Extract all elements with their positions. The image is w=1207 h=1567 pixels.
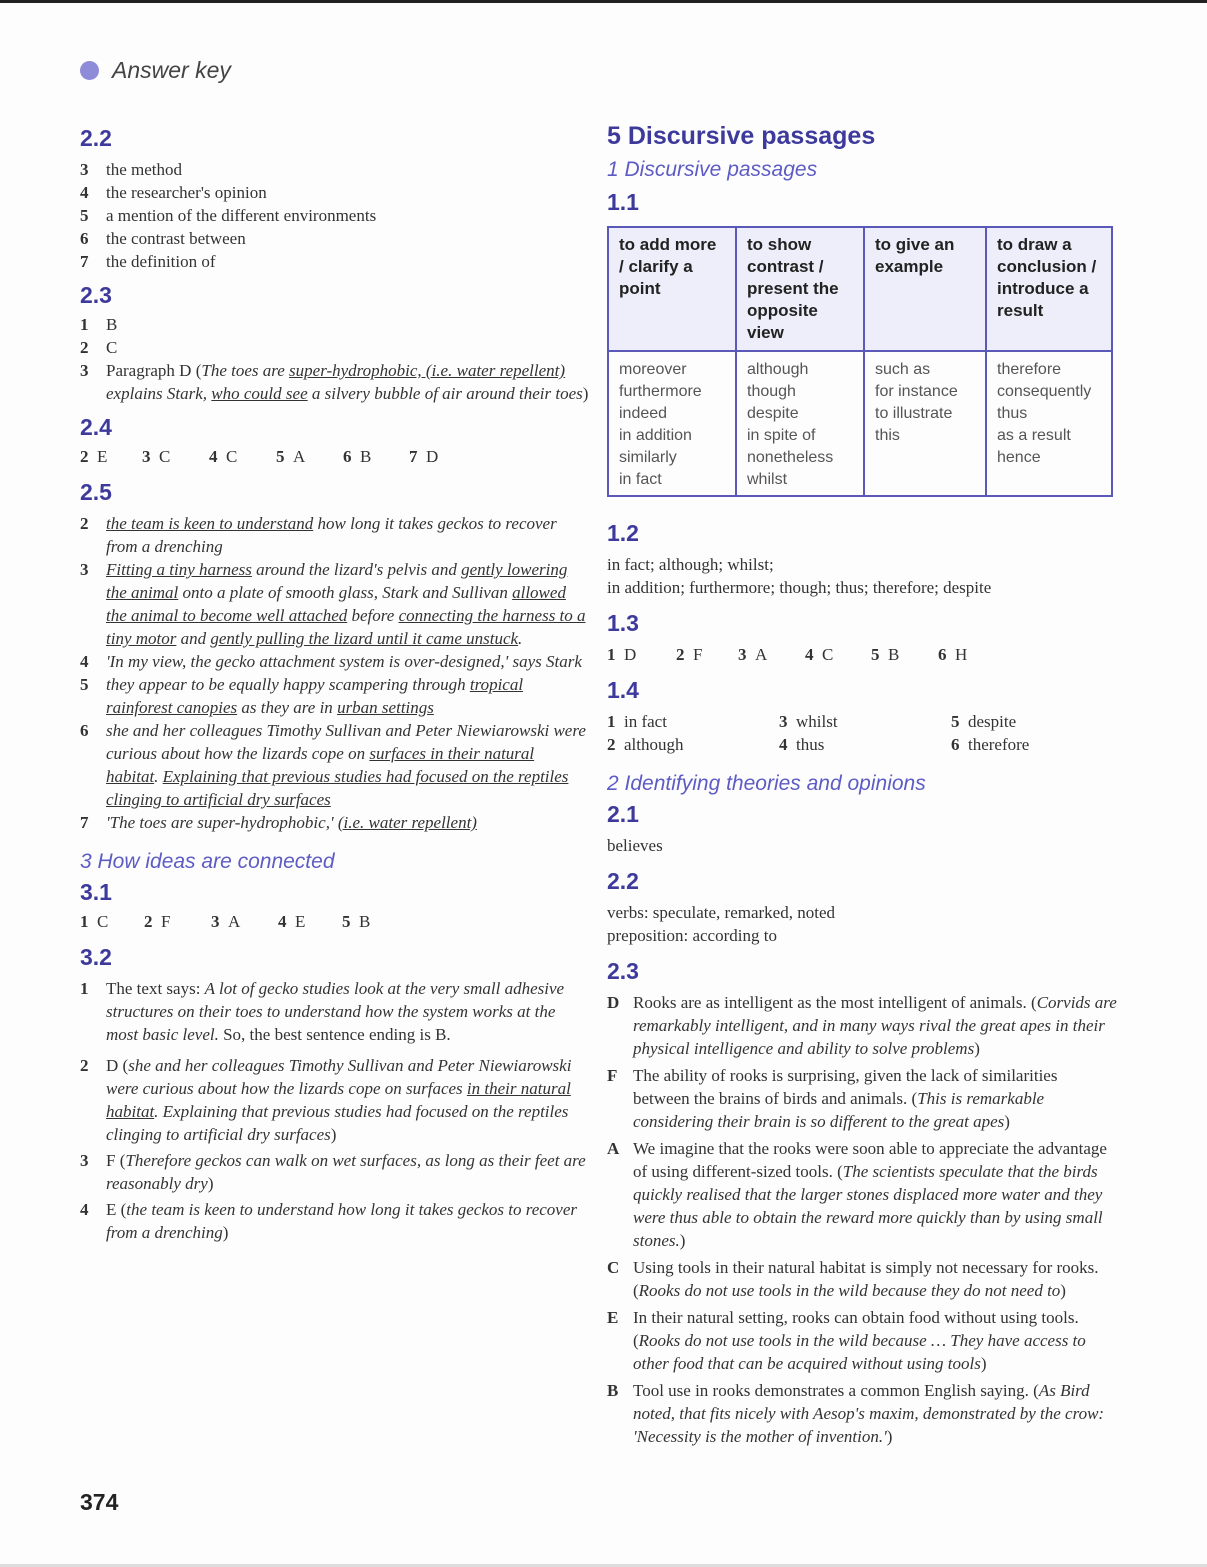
quote-run: A lot of gecko studies look at the very small adhesive structures on their toes to understand how the system works at the most basic level. (106, 979, 565, 1044)
right-column (607, 120, 1117, 1448)
quote-run: she and her colleagues Timothy Sullivan and Peter Niewiarowski were curious about how the lizards cope on surfaces (106, 1056, 572, 1098)
answer-number: 2 (144, 912, 153, 931)
quote-run: . (518, 629, 523, 648)
quote-run: around the lizard's pelvis and (251, 560, 462, 579)
answer-word: whilst (796, 712, 838, 731)
answer-letter: F (693, 645, 703, 664)
list-item (80, 558, 590, 650)
item-text (106, 558, 590, 650)
answer-number: 5 (871, 645, 880, 664)
item-number: 2 (80, 1056, 89, 1075)
answer-pair (676, 643, 738, 666)
cell-word: whilst (747, 471, 788, 488)
answer-pair (409, 445, 438, 468)
cell-word: to illustrate (875, 405, 953, 422)
heading-3-1: 3.1 (80, 879, 112, 905)
cell-word: nonetheless (747, 449, 834, 466)
text-run: The ability of rooks is surprising, given the lack of similarities between the brains of birds and animals. (633, 1066, 1058, 1108)
answer-letter: C (97, 912, 109, 931)
item-letter: D (607, 993, 620, 1012)
text-run: ) (330, 1125, 337, 1144)
list-item (80, 673, 590, 719)
quote-run: . (154, 767, 163, 786)
item-number: 3 (80, 1151, 89, 1170)
table-header-row (608, 227, 1112, 351)
cell-word: furthermore (619, 383, 702, 400)
answers-2-4 (80, 445, 590, 468)
cell-word: this (875, 427, 900, 444)
answer-line: verbs: speculate, remarked, noted (607, 903, 835, 922)
answer-line: preposition: according to (607, 926, 777, 945)
answer-line: in addition; furthermore; though; thus; therefore; despite (607, 578, 992, 597)
quote-run: . Explaining that previous studies had focused on the reptiles clinging to artificial dry surfaces (106, 1102, 569, 1144)
item-letter: F (607, 1066, 618, 1085)
list-item (80, 719, 590, 811)
answer-letter: C (822, 645, 834, 664)
answer-number: 5 (951, 712, 960, 731)
text-run: Rooks are as intelligent as the most intelligent of animals. (633, 993, 1027, 1012)
answer-pair (607, 643, 676, 666)
answer-number: 3 (211, 912, 220, 931)
text-run: Using tools in their natural habitat is simply not necessary for rooks. (633, 1258, 1099, 1277)
page-number: 374 (80, 1489, 119, 1515)
answer-number: 3 (779, 712, 788, 731)
quote-run: a silvery bubble of air around their toes (307, 384, 583, 403)
list-item (80, 811, 590, 834)
answer-number: 6 (938, 645, 947, 664)
quote-run: explains Stark, (106, 384, 212, 403)
quote-run: before (347, 606, 399, 625)
list-item (607, 1256, 1117, 1302)
answer-letter: E (97, 447, 108, 466)
list-2-3 (80, 313, 590, 405)
item-number: 5 (80, 206, 89, 225)
item-text: The ability of rooks is surprising, given the lack of similarities between the brains of birds and animals. (This is remarkable considering their brain is so different to the great apes) (633, 1066, 1058, 1131)
answer-letter: E (295, 912, 306, 931)
text-run: Tool use in rooks demonstrates a common English saying. (633, 1381, 1029, 1400)
answer-letter: B (888, 645, 900, 664)
item-letter: B (607, 1381, 619, 1400)
answer-number: 7 (409, 447, 418, 466)
item-number: 4 (80, 183, 89, 202)
item-letter: C (607, 1258, 620, 1277)
item-text: the definition of (106, 252, 216, 271)
text-run: F ( (106, 1151, 126, 1170)
item-number: 1 (80, 979, 89, 998)
item-text: We imagine that the rooks were soon able to appreciate the advantage of using different-sized tools. (The scientists speculate that the birds quickly realised that the larger stones displaced more water and they were thus able to obtain the reward more quickly than by using small stones.) (633, 1139, 1107, 1250)
text-run: E ( (106, 1200, 127, 1219)
heading-2-3-right: 2.3 (607, 958, 639, 984)
item-text: Rooks are as intelligent as the most intelligent of animals. (Corvids are remarkably intelligent, and in many ways rival the great apes in their physical intelligence and ability to solve problems) (633, 993, 1117, 1058)
section-3-title: 3 How ideas are connected (80, 850, 335, 873)
list-item (80, 181, 590, 204)
underlined-quote: the team is keen to understand (106, 514, 314, 533)
item-number: 1 (80, 315, 89, 334)
connectives-table (607, 226, 1113, 497)
answer-pair (342, 910, 370, 933)
list-item (80, 512, 590, 558)
answer-letter: B (360, 447, 372, 466)
list-item (607, 1379, 1117, 1448)
header-title: Answer key (112, 57, 231, 83)
answer-pair (142, 445, 209, 468)
answer-pair (779, 710, 951, 733)
item-number: 7 (80, 252, 89, 271)
answers-1-4 (607, 710, 1117, 756)
answer-letter: H (955, 645, 968, 664)
heading-2-2-right: 2.2 (607, 868, 639, 894)
list-item (80, 336, 590, 359)
heading-1-3: 1.3 (607, 610, 639, 636)
answer-number: 2 (676, 645, 685, 664)
item-number: 4 (80, 1200, 89, 1219)
underlined-quote: gently lowering the animal (106, 560, 568, 602)
column-header: to add more / clarify a point (608, 227, 736, 351)
text-run: ) (582, 384, 589, 403)
item-text: Tool use in rooks demonstrates a common English saying. (As Bird noted, that fits nicely with Aesop's maxim, demonstrated by the crow: 'Necessity is the mother of invention.') (633, 1381, 1105, 1446)
answer-word: therefore (968, 735, 1030, 754)
cell-word: moreover (619, 361, 687, 378)
item-number: 7 (80, 813, 89, 832)
heading-2-1: 2.1 (607, 801, 639, 827)
quote-run: the team is keen to understand how long it takes geckos to recover from a drenching (106, 1200, 578, 1242)
cell-word: indeed (619, 405, 668, 422)
quote-run: Rooks do not use tools in the wild because … They have access to other food that can be acquired without using tools (633, 1331, 1086, 1373)
heading-2-2: 2.2 (80, 125, 112, 151)
item-text (106, 1198, 590, 1244)
quote-run: and (176, 629, 211, 648)
item-text: a mention of the different environments (106, 206, 377, 225)
quote-run: Rooks do not use tools in the wild because they do not need to (638, 1281, 1061, 1300)
text-run: In their natural setting, rooks can obtain food without using tools. (633, 1308, 1079, 1327)
list-item (80, 1198, 590, 1244)
column-header: to draw a conclusion / introduce a result (986, 227, 1112, 351)
answer-pair (278, 910, 342, 933)
heading-1-4: 1.4 (607, 677, 639, 703)
answer-pair (805, 643, 871, 666)
answer-pair (209, 445, 276, 468)
heading-2-3: 2.3 (80, 282, 112, 308)
answer-pair (144, 910, 211, 933)
answer-pair (276, 445, 343, 468)
item-text (106, 811, 590, 834)
answer-pair (938, 643, 967, 666)
text-run: ) (207, 1174, 214, 1193)
quote-run: The toes are (201, 361, 290, 380)
quote-run: The scientists speculate that the birds quickly realised that the larger stones displaced more water and they were thus able to obtain the reward more quickly than by using small stones. (633, 1162, 1103, 1250)
answer-letter: C (159, 447, 171, 466)
underlined-quote: (i.e. water repellent) (337, 813, 477, 832)
table-cell (986, 351, 1112, 496)
top-border (0, 0, 1207, 3)
answer-number: 1 (607, 645, 616, 664)
answer-number: 4 (278, 912, 287, 931)
answer-number: 6 (951, 735, 960, 754)
answer-number: 2 (80, 447, 89, 466)
answer-pair (779, 733, 951, 756)
cell-word: as a result (997, 427, 1071, 444)
list-item (80, 313, 590, 336)
answer-pair (607, 710, 779, 733)
answer-word: in fact (624, 712, 667, 731)
answer-pair (951, 710, 1016, 733)
answer-pair (80, 910, 144, 933)
cell-word: in fact (619, 471, 662, 488)
cell-word: similarly (619, 449, 677, 466)
item-number: 3 (80, 160, 89, 179)
answer-number: 5 (342, 912, 351, 931)
item-number: 6 (80, 721, 89, 740)
underlined-quote: Fitting a tiny harness (106, 560, 252, 579)
quote-run: as they are in (237, 698, 338, 717)
quote-run: This is remarkable considering their brain is so different to the great apes (633, 1089, 1045, 1131)
answer-word: despite (968, 712, 1017, 731)
item-number: 3 (80, 560, 89, 579)
quote-run: Therefore geckos can walk on wet surfaces, as long as their feet are reasonably dry (106, 1151, 586, 1193)
text-run: The text says: (106, 979, 205, 998)
answer-letter: D (426, 447, 439, 466)
bullet-dot-icon (80, 61, 99, 80)
cell-word: in addition (619, 427, 692, 444)
item-text: In their natural setting, rooks can obtain food without using tools. (Rooks do not use tools in the wild because … They have access to other food that can be acquired without using tools) (633, 1308, 1086, 1373)
cell-word: consequently (997, 383, 1092, 400)
item-letter: A (607, 1139, 620, 1158)
list-item (607, 1306, 1117, 1375)
heading-2-4: 2.4 (80, 414, 112, 440)
heading-3-2: 3.2 (80, 944, 112, 970)
answers-1-3 (607, 643, 1117, 666)
item-text: 'In my view, the gecko attachment system is over-designed,' says Stark (106, 652, 582, 671)
cell-word: although (747, 361, 809, 378)
item-number: 3 (80, 361, 89, 380)
item-text (106, 359, 590, 405)
list-item (80, 359, 590, 405)
answer-number: 6 (343, 447, 352, 466)
item-text: Using tools in their natural habitat is simply not necessary for rooks. (Rooks do not use tools in the wild because they do not need to) (633, 1258, 1099, 1300)
answer-number: 1 (607, 712, 616, 731)
list-item (607, 1137, 1117, 1252)
text-run: ) (222, 1223, 229, 1242)
quote-run: 'The toes are super-hydrophobic,' (106, 813, 338, 832)
underlined-quote: who could see (211, 384, 308, 403)
list-item (80, 1149, 590, 1195)
table-cell (608, 351, 736, 496)
table-cell (864, 351, 986, 496)
list-item (607, 1064, 1117, 1133)
list-item (80, 250, 590, 273)
left-column (80, 124, 590, 1244)
item-number: 6 (80, 229, 89, 248)
item-text: B (106, 315, 118, 334)
heading-1-2: 1.2 (607, 520, 639, 546)
item-number: 5 (80, 675, 89, 694)
item-text (106, 512, 590, 558)
answer-pair (871, 643, 938, 666)
item-text (106, 673, 590, 719)
answer-letter: A (293, 447, 306, 466)
quote-run: onto a plate of smooth glass, Stark and Sullivan (178, 583, 513, 602)
underlined-quote: allowed the animal to become well attached (106, 583, 566, 625)
list-2-3-right (607, 991, 1117, 1448)
answer-number: 3 (142, 447, 151, 466)
cell-word: hence (997, 449, 1041, 466)
answer-line: in fact; although; whilst; (607, 555, 774, 574)
answer-number: 5 (276, 447, 285, 466)
list-item (80, 1054, 590, 1146)
column-header: to give an example (864, 227, 986, 351)
underlined-quote: Explaining that previous studies had focused on the reptiles clinging to artificial dry surfaces (106, 767, 569, 809)
answer-number: 3 (738, 645, 747, 664)
answer-number: 4 (209, 447, 218, 466)
list-item (607, 991, 1117, 1060)
quote-run: how long it takes geckos to recover from a drenching (106, 514, 557, 556)
quote-run: they appear to be equally happy scampering through (106, 675, 470, 694)
underlined-quote: urban settings (337, 698, 434, 717)
item-text: the contrast between (106, 229, 246, 248)
quote-run: As Bird noted, that fits nicely with Aesop's maxim, demonstrated by the crow: 'Necessity is the mother of invention.' (633, 1381, 1105, 1446)
list-item (80, 227, 590, 250)
list-item (80, 977, 590, 1046)
answer-number: 1 (80, 912, 89, 931)
quote-run: Corvids are remarkably intelligent, and in many ways rival the great apes in their physical intelligence and ability to solve problems (633, 993, 1117, 1058)
item-number: 4 (80, 652, 89, 671)
answer-line: believes (607, 836, 663, 855)
underlined-quote: gently pulling the lizard until it came unstuck (210, 629, 519, 648)
list-3-2 (80, 977, 590, 1244)
underlined-quote: connecting the harness to a tiny motor (106, 606, 586, 648)
list-item (80, 158, 590, 181)
underlined-quote: surfaces in their natural habitat (106, 744, 535, 786)
heading-1-1: 1.1 (607, 189, 639, 215)
answer-word: thus (796, 735, 825, 754)
item-text (106, 719, 590, 811)
underlined-quote: super-hydrophobic, (i.e. water repellent) (289, 361, 566, 380)
chapter-title: 5 Discursive passages (607, 122, 876, 150)
text-run: Paragraph D ( (106, 361, 202, 380)
subsection-title: 2 Identifying theories and opinions (607, 772, 926, 795)
list-2-5 (80, 512, 590, 834)
item-number: 2 (80, 338, 89, 357)
answer-number: 2 (607, 735, 616, 754)
answer-row (607, 733, 1117, 756)
answer-letter: C (226, 447, 238, 466)
quote-run: she and her colleagues Timothy Sullivan and Peter Niewiarowski were curious about how the lizards cope on (106, 721, 586, 763)
answer-letter: F (161, 912, 171, 931)
table-row (608, 351, 1112, 496)
answer-number: 4 (805, 645, 814, 664)
column-header: to show contrast / present the opposite view (736, 227, 864, 351)
list-item (80, 650, 590, 673)
cell-word: thus (997, 405, 1028, 422)
answer-letter: A (228, 912, 241, 931)
underlined-quote: tropical rainforest canopies (106, 675, 524, 717)
subsection-title: 1 Discursive passages (607, 158, 818, 181)
answer-word: although (624, 735, 684, 754)
item-text: C (106, 338, 118, 357)
table-cell (736, 351, 864, 496)
item-text (106, 977, 590, 1046)
cell-word: therefore (997, 361, 1062, 378)
answer-pair (211, 910, 278, 933)
cell-word: despite (747, 405, 799, 422)
answer-pair (951, 733, 1029, 756)
answer-letter: D (624, 645, 637, 664)
cell-word: though (747, 383, 796, 400)
answer-pair (343, 445, 409, 468)
answer-letter: B (359, 912, 371, 931)
item-text: the researcher's opinion (106, 183, 267, 202)
page-header (80, 57, 231, 84)
answer-pair (738, 643, 805, 666)
item-text (106, 1054, 590, 1146)
answer-row (607, 710, 1117, 733)
answer-number: 4 (779, 735, 788, 754)
answer-pair (607, 733, 779, 756)
text-run: So, the best sentence ending is B. (218, 1025, 451, 1044)
heading-2-5: 2.5 (80, 479, 112, 505)
item-text: the method (106, 160, 183, 179)
item-text (106, 1149, 590, 1195)
list-item (80, 204, 590, 227)
cell-word: in spite of (747, 427, 816, 444)
item-number: 2 (80, 514, 89, 533)
answer-pair (80, 445, 142, 468)
text-run: We imagine that the rooks were soon able to appreciate the advantage of using different-sized tools. (633, 1139, 1107, 1181)
cell-word: for instance (875, 383, 958, 400)
list-2-2 (80, 158, 590, 273)
answer-letter: A (755, 645, 768, 664)
cell-word: such as (875, 361, 931, 378)
underlined-quote: in their natural habitat (106, 1079, 571, 1121)
text-run: D ( (106, 1056, 129, 1075)
item-letter: E (607, 1308, 619, 1327)
answers-3-1 (80, 910, 590, 933)
